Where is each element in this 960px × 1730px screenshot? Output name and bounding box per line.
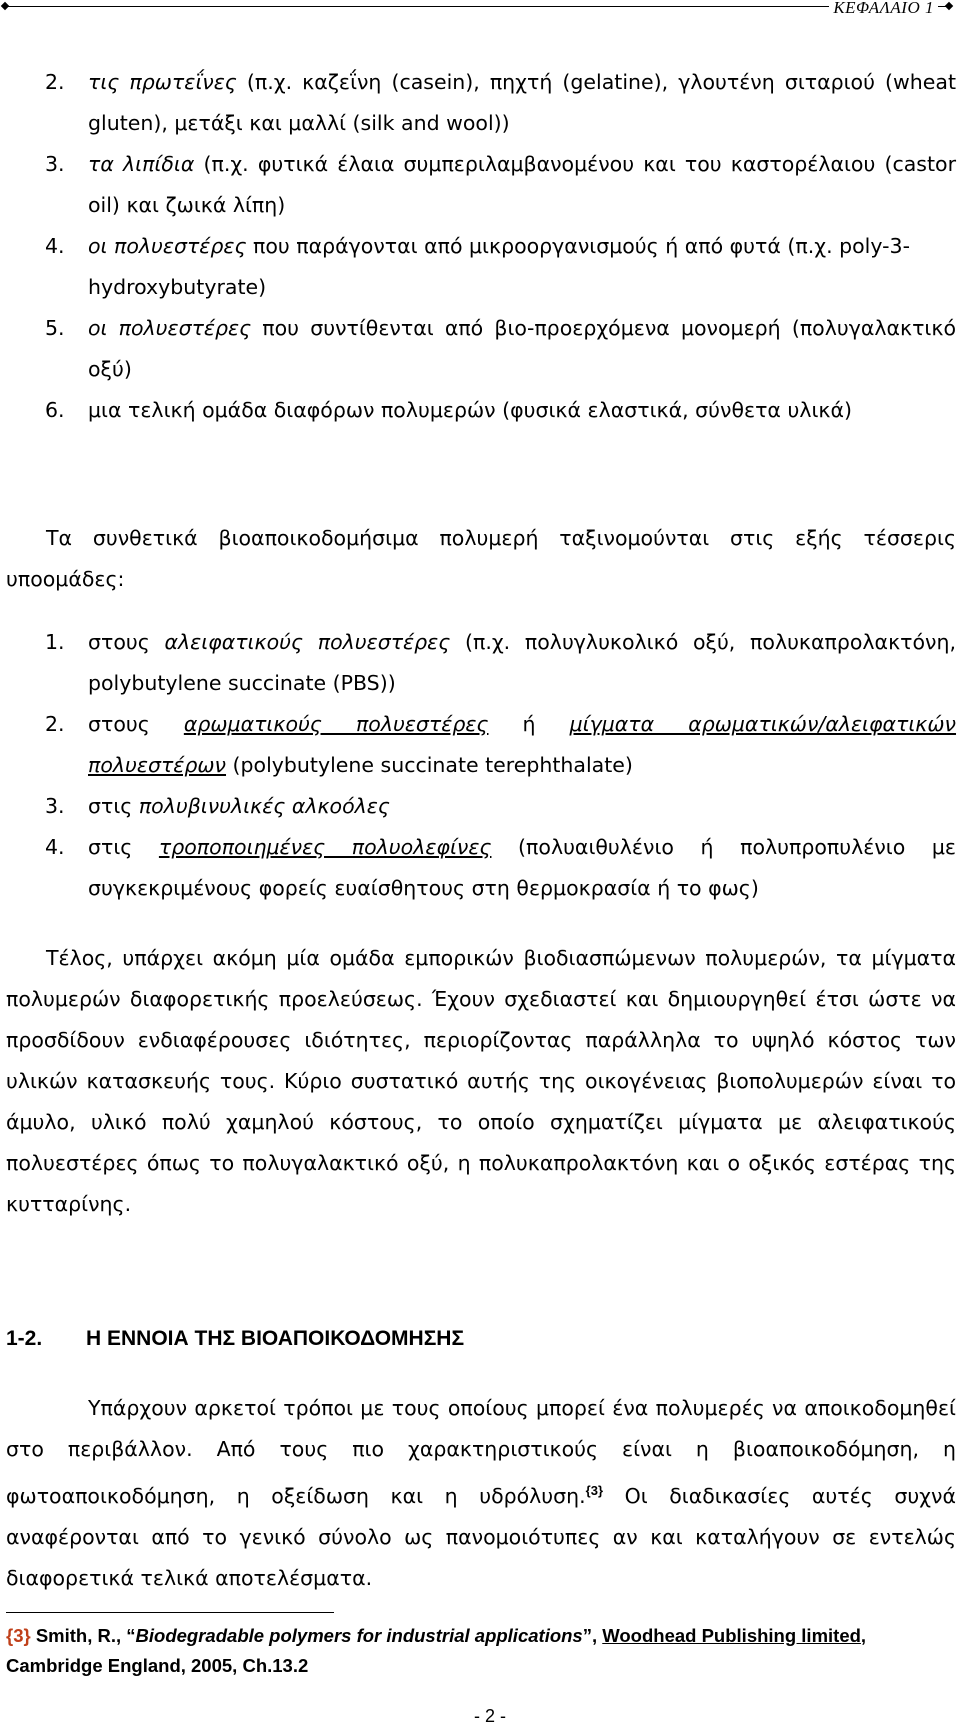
section-number: 1-2. bbox=[6, 1327, 43, 1350]
list-item: 2. τις πρωτεΐνες (π.χ. καζεΐνη (casein), πηχτή (gelatine), γλουτένη σιταριού (wheat gluten), μετάξι και μαλλί (silk and wool)) bbox=[45, 70, 956, 135]
list-item: 1. στους αλειφατικούς πολυεστέρες (π.χ. πολυγλυκολικό οξύ, πολυκαπρολακτόνη, polybutylene succinate (PBS)) bbox=[45, 630, 956, 695]
section-title: Η ΕΝΝΟΙΑ ΤΗΣ ΒΙΟΑΠΟΙΚΟΔΟΜΗΣΗΣ bbox=[86, 1327, 465, 1350]
footnote-publisher: Woodhead Publishing limited bbox=[602, 1625, 861, 1646]
synthetic-intro bbox=[0, 518, 960, 600]
running-header bbox=[0, 0, 960, 22]
footnote-title: Biodegradable polymers for industrial applications bbox=[135, 1625, 583, 1646]
footnote: {3} Smith, R., “Biodegradable polymers for industrial applications”, Woodhead Publishing limited, Cambridge England, 2005, Ch.13.2 bbox=[6, 1625, 867, 1676]
chapter-header: ΚΕΦΑΛΑΙΟ 1 bbox=[829, 0, 938, 18]
section-heading bbox=[0, 1318, 960, 1359]
page-number: - 2 - bbox=[473, 1706, 506, 1726]
footnote-reference[interactable]: {3} bbox=[585, 1483, 604, 1498]
degradation-paragraph: Υπάρχουν αρκετοί τρόποι με τους οποίους μπορεί ένα πολυμερές να αποικοδομηθεί στο περιβάλλον. Από τους πιο χαρακτηριστικούς είναι η βιοαποικοδόμηση, η φωτοαποικοδόμηση, η οξείδωση και η υδρόλυση.$^{\{3\}}$ Οι διαδικασίες αυτές συχνά αναφέρονται από το γενικό σύνολο ως πανομοιότυπες αν και καταλήγουν σε εντελώς διαφορετικά τελικά αποτελέσματα. bbox=[6, 1396, 956, 1590]
header-diamond-right bbox=[945, 2, 953, 10]
blends-section bbox=[0, 938, 960, 1225]
list-item: 2. στους αρωματικούς πολυεστέρες ή μίγματα αρωματικών/αλειφατικών πολυεστέρων (polybutylene succinate terephthalate) bbox=[45, 712, 957, 777]
footnote-mark: {3} bbox=[6, 1625, 31, 1646]
classification-list-synthetic bbox=[0, 622, 960, 909]
header-diamond-left bbox=[1, 2, 9, 10]
footnote-rule bbox=[6, 1612, 334, 1613]
list-item: 3. στις πολυβινυλικές αλκοόλες bbox=[45, 794, 390, 818]
list-term: οι πολυεστέρες bbox=[88, 316, 252, 340]
degradation-section bbox=[0, 1388, 960, 1599]
classification-list-natural bbox=[0, 62, 960, 431]
intro-paragraph: Τα συνθετικά βιοαποικοδομήσιμα πολυμερή ταξινομούνται στις εξής τέσσερις υποομάδες: bbox=[6, 526, 956, 591]
list-term: οι πολυεστέρες bbox=[88, 234, 247, 258]
list-term: τα λιπίδια bbox=[88, 152, 195, 176]
list-item: 6. μια τελική ομάδα διαφόρων πολυμερών (φυσικά ελαστικά, σύνθετα υλικά) bbox=[45, 398, 852, 422]
list-item: 5. οι πολυεστέρες που συντίθενται από βιο-προερχόμενα μονομερή (πολυγαλακτικό οξύ) bbox=[45, 316, 956, 381]
blends-paragraph: Τέλος, υπάρχει ακόμη μία ομάδα εμπορικών βιοδιασπώμενων πολυμερών, τα μίγματα πολυμερών διαφορετικής προελεύσεως. Έχουν σχεδιαστεί και δημιουργηθεί έτσι ώστε να προσδίδουν ενδιαφέρουσες ιδιότητες, περιορίζοντας παράλληλα το υψηλό κόστος των υλικών κατασκευής τους. Κύριο συστατικό αυτής της οικογένειας βιοπολυμερών είναι το άμυλο, υλικό πολύ χαμηλού κόστους, το οποίο σχηματίζει μίγματα με αλειφατικούς πολυεστέρες όπως το πολυγαλακτικό οξύ, η πολυκαπρολακτόνη και ο οξικός εστέρας της κυτταρίνης. bbox=[6, 946, 956, 1216]
list-item: 4. στις τροποποιημένες πολυολεφίνες (πολυαιθυλένιο ή πολυπροπυλένιο με συγκεκριμένους φορείς ευαίσθητους στη θερμοκρασία ή το φως) bbox=[45, 835, 956, 900]
list-item: 3. τα λιπίδια (π.χ. φυτικά έλαια συμπεριλαμβανομένου και του καστορέλαιου (castor oil) και ζωικά λίπη) bbox=[45, 152, 956, 217]
header-rule bbox=[4, 6, 950, 7]
list-item: 4. οι πολυεστέρες που παράγονται από μικροοργανισμούς ή από φυτά (π.χ. poly-3-hydroxybutyrate) bbox=[45, 234, 910, 299]
section-heading-block bbox=[0, 1318, 960, 1359]
list-term: τις πρωτεΐνες bbox=[88, 70, 237, 94]
